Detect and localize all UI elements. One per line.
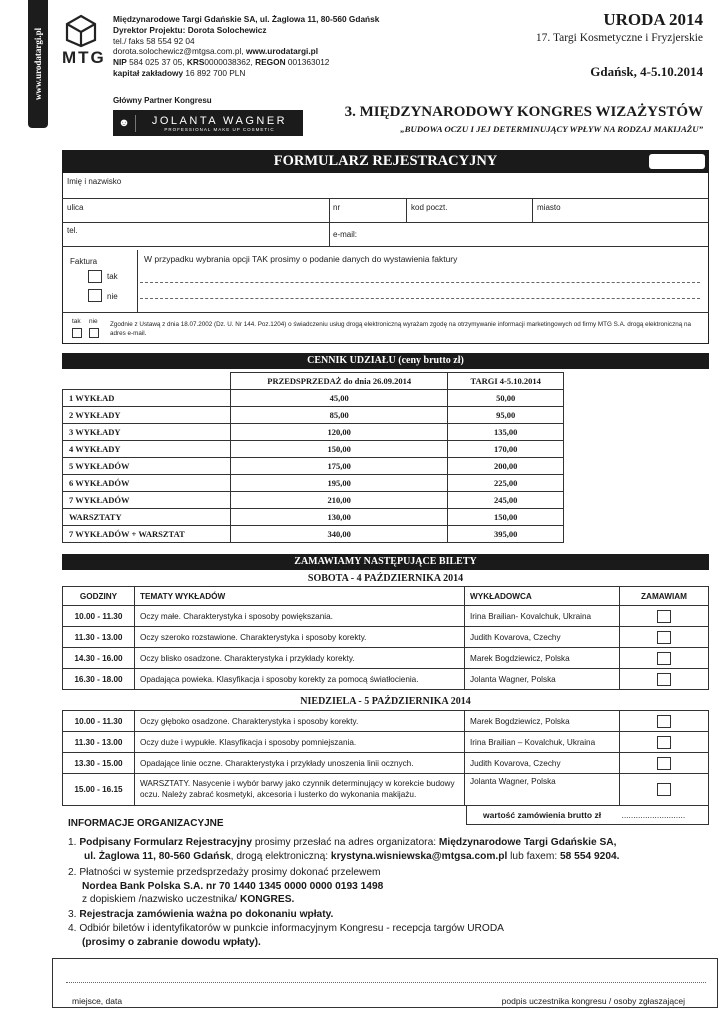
saturday-title: SOBOTA - 4 PAŹDZIERNIKA 2014	[307, 573, 464, 584]
info-item-1: 1. Podpisany Formularz Rejestracyjny prosimy przesłać na adres organizatora: Międzynarodowe Targi Gdańskie SA, ul. Żaglowa 11, 80-560 Gdańsk, drogą elektroniczną: krystyna.wisniewska@mtgsa.com.pl lub faxem: 58 554 9204.	[68, 837, 620, 862]
postal-input[interactable]	[407, 199, 532, 221]
krs-label: KRS	[186, 57, 205, 68]
order-checkbox[interactable]	[657, 610, 671, 623]
congress-subtitle: „BUDOWA OCZU I JEJ DETERMINUJĄCY WPŁYW NA RODZAJ MAKIJAŻU”	[400, 124, 703, 134]
nr-input[interactable]	[330, 199, 405, 221]
sidebar-url-tab	[28, 0, 48, 128]
order-total-label: wartość zamówienia brutto zł	[483, 810, 602, 820]
city-label: miasto	[537, 203, 561, 212]
nr-label: nr	[333, 203, 341, 212]
consent-no-checkbox[interactable]	[89, 328, 99, 338]
signature-sign-label: podpis uczestnika kongresu / osoby zgłaszającej	[501, 996, 685, 1006]
sidebar-url: www.urodatargi.pl	[33, 27, 43, 101]
nip-label: NIP	[113, 57, 127, 68]
consent-text: Zgodnie z Ustawą z dnia 18.07.2002 (Dz. U. Nr 144. Poz.1204) o świadczeniu usług drogą elektroniczną wyrażam zgodę na otrzymywanie informacji marketingowych od firmy MTG S.A. drogą elektroniczną na adres e-mail.	[110, 321, 691, 337]
pricing-table	[62, 372, 564, 543]
postal-label: kod poczt.	[411, 203, 448, 212]
order-total	[466, 805, 709, 825]
form-header	[62, 150, 709, 173]
sunday-title: NIEDZIELA - 5 PAŹDZIERNIKA 2014	[300, 696, 471, 707]
capital-value: 16 892 700 PLN	[185, 67, 246, 78]
order-checkbox[interactable]	[657, 673, 671, 686]
partner-tagline: PROFESSIONAL MAKE UP COSMETIC	[164, 126, 275, 132]
pricing-col-presale: PRZEDSPRZEDAŻ do dnia 26.09.2014	[231, 373, 448, 390]
name-label: Imię i nazwisko	[67, 177, 122, 186]
pricing-col-fair: TARGI 4-5.10.2014	[448, 373, 564, 390]
event-subtitle: 17. Targi Kosmetyczne i Fryzjerskie	[535, 32, 703, 44]
info-item-3: 3. Rejestracja zamówienia ważna po dokonaniu wpłaty.	[68, 909, 334, 920]
order-total-input[interactable]: ...........................	[621, 810, 686, 820]
name-input[interactable]	[63, 176, 708, 198]
order-checkbox[interactable]	[657, 757, 671, 770]
project-director: Dyrektor Projektu: Dorota Solochewicz	[113, 24, 267, 35]
col-order: ZAMAWIAM	[620, 587, 709, 606]
info-item-2: 2. Płatności w systemie przedsprzedaży prosimy dokonać przelewem Nordea Bank Polska S.A. nr 70 1440 1345 0000 0000 0193 1498 z dopiskiem /nazwisko uczestnika/ KONGRES.	[68, 867, 384, 905]
invoice-note: W przypadku wybrania opcji TAK prosimy o podanie danych do wystawienia faktury	[144, 254, 458, 264]
regon-value: 001363012	[287, 57, 330, 68]
order-checkbox[interactable]	[657, 783, 671, 796]
pricing-row: WARSZTATY 130,00 150,00	[63, 509, 564, 526]
invoice-yes-label: tak	[107, 272, 118, 281]
form-title: FORMULARZ REJESTRACYJNY	[273, 153, 498, 169]
company-name: Międzynarodowe Targi Gdańskie SA, ul. Żaglowa 11, 80-560 Gdańsk	[113, 14, 380, 24]
schedule-row: 10.00 - 11.30 Oczy małe. Charakterystyka i sposoby powiększania. Irina Brailian- Kovalchuk, Ukraina	[63, 606, 709, 627]
partner-banner	[113, 110, 303, 136]
col-topics: TEMATY WYKŁADÓW	[135, 587, 465, 606]
tel-label: tel.	[67, 226, 78, 235]
info-item-4: 4. Odbiór biletów i identyfikatorów w punkcie informacyjnym Kongresu - recepcja targów URODA (prosimy o zabranie dowodu wpłaty).	[68, 923, 504, 948]
order-checkbox[interactable]	[657, 631, 671, 644]
invoice-label: Faktura	[70, 257, 98, 266]
pricing-row: 7 WYKŁADÓW + WARSZTAT 340,00 395,00	[63, 526, 564, 543]
company-info	[113, 14, 379, 79]
schedule-row: 13.30 - 15.00 Opadające linie oczne. Charakterystyka i przykłady unoszenia linii ocznych. Judith Kovarova, Czechy	[63, 753, 709, 774]
consent-yes-checkbox[interactable]	[72, 328, 82, 338]
schedule-row: 11.30 - 13.00 Oczy duże i wypukłe. Klasyfikacja i sposoby pomniejszania. Irina Brailian – Kovalchuk, Ukraina	[63, 732, 709, 753]
invoice-no-label: nie	[107, 292, 118, 301]
consent-no-label: nie	[89, 318, 98, 325]
col-lecturer: WYKŁADOWCA	[465, 587, 620, 606]
email-input[interactable]	[330, 223, 708, 245]
invoice-no-checkbox[interactable]	[88, 289, 102, 302]
pricing-row: 6 WYKŁADÓW 195,00 225,00	[63, 475, 564, 492]
regon-label: REGON	[255, 57, 286, 68]
partner-name: JOLANTA WAGNER	[151, 114, 288, 127]
pricing-title: CENNIK UDZIAŁU (ceny brutto zł)	[62, 353, 709, 369]
schedule-row: 15.00 - 16.15 WARSZTATY. Nasycenie i wybór barwy jako czynnik determinujący w korekcie budowy oczu. Należy zabrać kosmetyki, akcesoria i lusterko do wykonania makijażu. Jolanta Wagner, Polska	[63, 774, 709, 806]
pricing-row: 3 WYKŁADY 120,00 135,00	[63, 424, 564, 441]
krs-value: 0000038362,	[204, 57, 253, 68]
pricing-row: 7 WYKŁADÓW 210,00 245,00	[63, 492, 564, 509]
order-checkbox[interactable]	[657, 715, 671, 728]
invoice-yes-checkbox[interactable]	[88, 270, 102, 283]
pricing-row: 1 WYKŁAD 45,00 50,00	[63, 390, 564, 407]
form-number-box	[649, 154, 705, 169]
schedule-row: 11.30 - 13.00 Oczy szeroko rozstawione. Charakterystyka i sposoby korekty. Judith Kovarova, Czechy	[63, 627, 709, 648]
order-checkbox[interactable]	[657, 736, 671, 749]
schedule-row: 16.30 - 18.00 Opadająca powieka. Klasyfikacja i sposoby korekty za pomocą światłocienia. Jolanta Wagner, Polska	[63, 669, 709, 690]
street-label: ulica	[67, 203, 84, 212]
company-site[interactable]: www.urodatargi.pl	[245, 46, 319, 57]
event-title: URODA 2014	[603, 10, 703, 29]
pricing-row: 2 WYKŁADY 85,00 95,00	[63, 407, 564, 424]
city-input[interactable]	[533, 199, 708, 221]
col-hours: GODZINY	[63, 587, 135, 606]
tickets-title: ZAMAWIAMY NASTĘPUJĄCE BILETY	[62, 554, 709, 570]
event-location-date: Gdańsk, 4-5.10.2014	[590, 64, 703, 79]
pricing-row: 5 WYKŁADÓW 175,00 200,00	[63, 458, 564, 475]
street-input[interactable]	[63, 199, 328, 221]
schedule-row: 14.30 - 16.00 Oczy blisko osadzone. Charakterystyka i przykłady korekty. Marek Bogdziewicz, Polska	[63, 648, 709, 669]
partner-face-icon: ☻	[118, 117, 130, 129]
company-email[interactable]: dorota.solochewicz@mtgsa.com.pl,	[113, 46, 244, 57]
tel-input[interactable]	[63, 223, 328, 245]
sunday-schedule	[62, 710, 709, 806]
congress-title: 3. MIĘDZYNARODOWY KONGRES WIZAŻYSTÓW	[344, 104, 703, 120]
capital-label: kapitał zakładowy	[113, 67, 184, 78]
email-label: e-mail:	[333, 230, 358, 239]
order-checkbox[interactable]	[657, 652, 671, 665]
partner-label: Główny Partner Kongresu	[113, 96, 212, 105]
company-phone: tel./ faks 58 554 92 04	[113, 35, 195, 46]
invoice-details-input[interactable]	[140, 268, 700, 304]
nip-value: 584 025 37 05,	[129, 57, 185, 68]
mtg-logo-icon	[62, 14, 100, 48]
signature-place-date-label: miejsce, data	[72, 996, 123, 1006]
schedule-row: 10.00 - 11.30 Oczy głęboko osadzone. Charakterystyka i sposoby korekty. Marek Bogdziewicz, Polska	[63, 711, 709, 732]
logo-text: MTG	[62, 48, 106, 67]
info-email[interactable]: krystyna.wisniewska@mtgsa.com.pl	[330, 850, 508, 862]
pricing-row: 4 WYKŁADY 150,00 170,00	[63, 441, 564, 458]
info-title: INFORMACJE ORGANIZACYJNE	[68, 818, 224, 829]
saturday-schedule	[62, 586, 709, 690]
consent-yes-label: tak	[72, 318, 81, 325]
